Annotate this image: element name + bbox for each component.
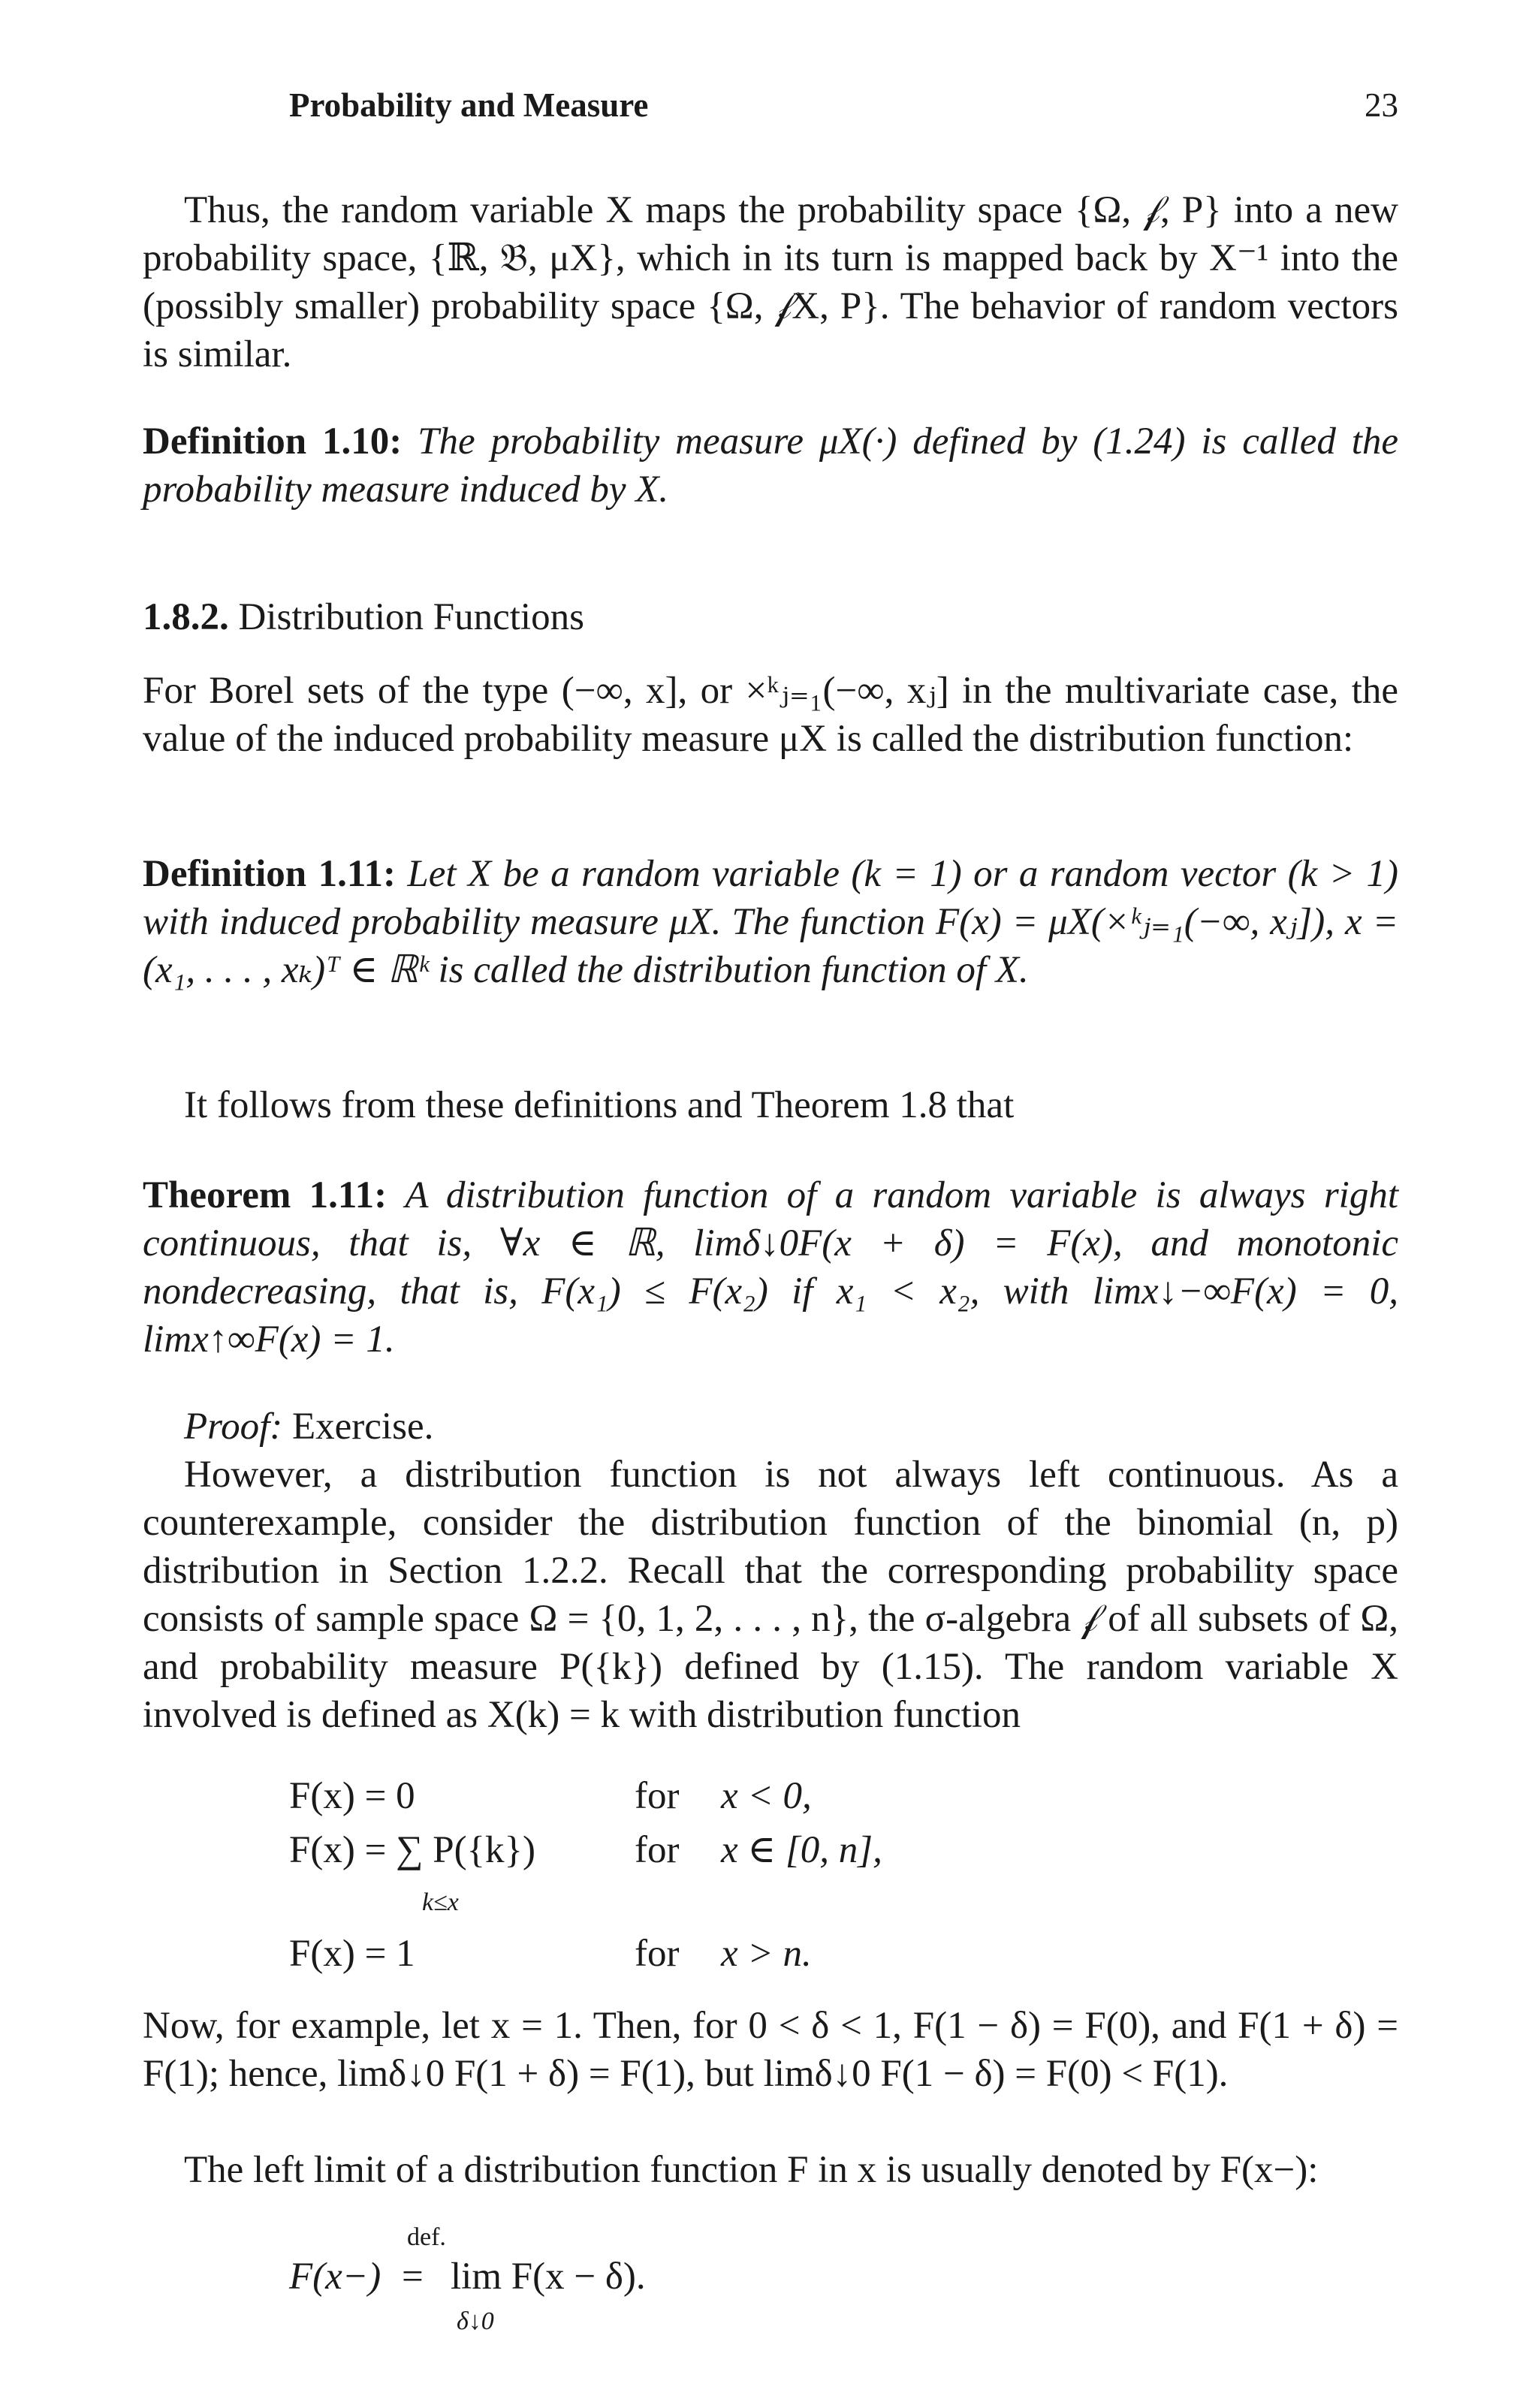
proof-text: Exercise.: [292, 1406, 434, 1448]
paragraph-6: The left limit of a distribution function F in x is usually denoted by F(x−):: [184, 2149, 1319, 2191]
paragraph-4: However, a distribution function is not always left continuous. As a counterexample, consider the distribution function of the binomial (n, p) distribution in Section 1.2.2. Recall that the corresponding probability space consists of sample space Ω = {0, 1, 2, . . . , n}, the σ-algebra 𝒻 of all subsets of Ω, and probability measure P({k}) defined by (1.15). The random variable X involved is defined as X(k) = k with distribution function: [143, 1454, 1398, 1736]
paragraph-1: Thus, the random variable X maps the probability space {Ω, 𝒻, P} into a new probability space, {ℝ, 𝔅, μX}, which in its turn is mapped back by X⁻¹ into the (possibly smaller) probability space {Ω, 𝒻X, P}. The behavior of random vectors is similar.: [143, 189, 1398, 375]
theorem-label: Theorem 1.11:: [143, 1174, 388, 1216]
theorem-text: A distribution function of a random variable is always right continuous, that is, ∀x ∈ ℝ, limδ↓0F(x + δ) = F(x), and monotonic nondecreasing, that is, F(x₁) ≤ F(x₂) if x₁ < x₂, with limx↓−∞F(x) = 0, limx↑∞F(x) = 1.: [143, 1174, 1398, 1361]
definition-1-10: [143, 417, 1398, 514]
left-limit-lhs: F(x−): [289, 2256, 381, 2298]
definition-label: Definition 1.10:: [143, 420, 403, 463]
eq-row-3-for: for: [635, 1933, 680, 1975]
paragraph-5: Now, for example, let x = 1. Then, for 0 < δ < 1, F(1 − δ) = F(0), and F(1 + δ) = F(1); hence, limδ↓0 F(1 + δ) = F(1), but limδ↓0 F(1 − δ) = F(0) < F(1).: [143, 2005, 1398, 2095]
paragraph-2: For Borel sets of the type (−∞, x], or ×ᵏⱼ₌₁(−∞, xⱼ] in the multivariate case, the value of the induced probability measure μX is called the distribution function:: [143, 670, 1398, 760]
left-limit-rhs: lim F(x − δ).: [451, 2256, 646, 2298]
left-limit-equation: [143, 2223, 1398, 2335]
section-heading: [143, 593, 1398, 641]
definition-text: The probability measure μX(·) defined by (1.24) is called the probability measure induced by X.: [143, 420, 1399, 511]
eq-row-1-lhs: F(x) = 0: [289, 1775, 415, 1817]
limit-subscript: δ↓0: [457, 2307, 494, 2335]
proof-label: Proof:: [184, 1406, 283, 1448]
eq-row-2-for: for: [635, 1829, 680, 1871]
definition-text: Let X be a random variable (k = 1) or a random vector (k > 1) with induced probability measure μX. The function F(x) = μX(×ᵏⱼ₌₁(−∞, xⱼ]), x = (x₁, . . . , xₖ)ᵀ ∈ ℝᵏ is called the distribution function of X.: [143, 853, 1398, 991]
eq-row-3-lhs: F(x) = 1: [289, 1933, 415, 1975]
summation-index: k≤x: [422, 1888, 459, 1916]
eq-row-1-condition: x < 0,: [721, 1775, 812, 1817]
section-number: 1.8.2.: [143, 596, 229, 638]
piecewise-equation: [143, 1772, 1398, 2012]
eq-row-2-lhs: F(x) = ∑ P({k}): [289, 1829, 535, 1871]
theorem-1-11: [143, 1171, 1398, 1364]
running-header: [143, 84, 1398, 126]
definition-label: Definition 1.11:: [143, 853, 396, 895]
equals-sign: =: [402, 2256, 424, 2298]
eq-row-2-condition: x ∈ [0, n],: [721, 1829, 882, 1871]
page-number: 23: [1365, 86, 1398, 124]
def-label: def.: [407, 2223, 446, 2251]
definition-1-11: [143, 850, 1398, 994]
running-title: Probability and Measure: [289, 86, 649, 124]
eq-row-1-for: for: [635, 1775, 680, 1817]
section-title: Distribution Functions: [238, 596, 584, 638]
proof-line: [143, 1403, 1398, 1451]
eq-row-3-condition: x > n.: [721, 1933, 812, 1975]
paragraph-3: It follows from these definitions and Theorem 1.8 that: [184, 1084, 1015, 1126]
